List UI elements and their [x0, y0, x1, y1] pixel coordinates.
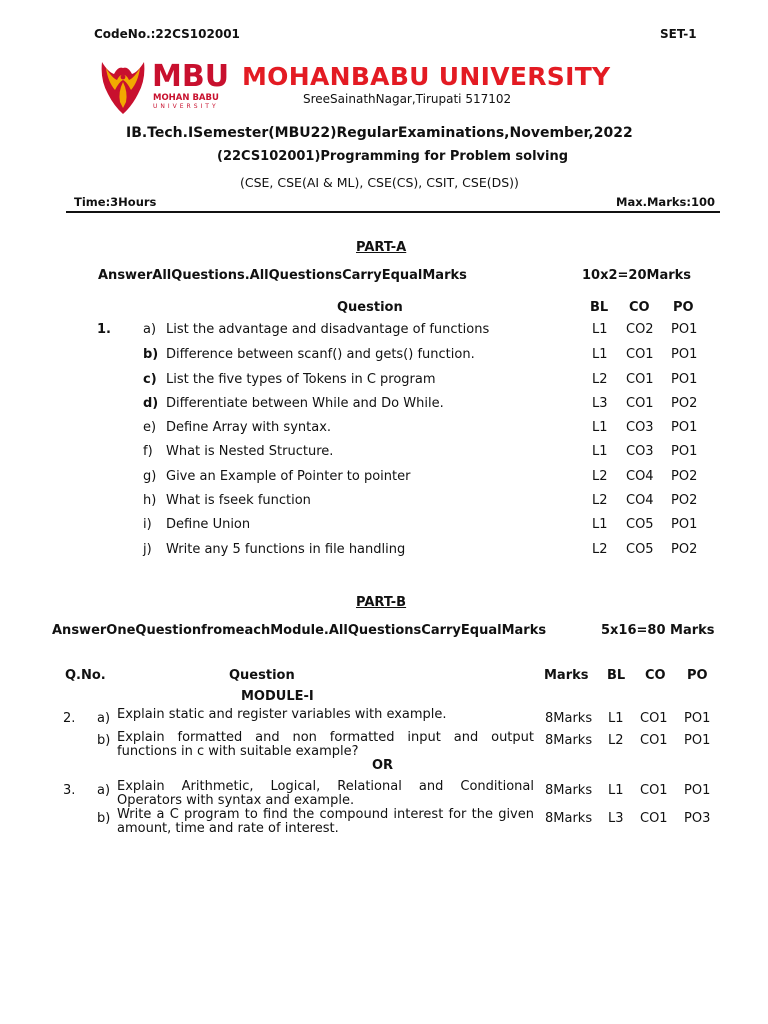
question-text: Write any 5 functions in file handling	[166, 542, 406, 557]
part-a-question-row	[0, 322, 768, 342]
course-outcome: CO1	[640, 783, 668, 798]
part-a-title: PART-A	[356, 240, 407, 255]
question-text: Write a C program to find the compound interest for the given amount, time and rate of interest.	[117, 807, 534, 836]
bloom-level: L3	[592, 396, 608, 411]
part-a-question-row	[0, 469, 768, 489]
program-outcome: PO1	[671, 322, 698, 337]
part-a-question-row	[0, 420, 768, 440]
question-label: a)	[97, 783, 111, 798]
bloom-level: L1	[592, 322, 608, 337]
part-b-title: PART-B	[356, 595, 407, 610]
part-b-header-qno: Q.No.	[65, 668, 106, 683]
part-a-header-question: Question	[337, 300, 403, 315]
part-a-instruction: AnswerAllQuestions.AllQuestionsCarryEqualMarks	[98, 268, 467, 283]
header-divider	[66, 211, 720, 213]
bloom-level: L2	[608, 733, 624, 748]
question-number: 3.	[63, 783, 76, 798]
question-text: List the five types of Tokens in C program	[166, 372, 436, 387]
question-text: What is Nested Structure.	[166, 444, 334, 459]
question-marks: 8Marks	[545, 733, 593, 748]
part-a-question-row	[0, 517, 768, 537]
bloom-level: L3	[608, 811, 624, 826]
question-text: Differentiate between While and Do While.	[166, 396, 444, 411]
question-label: c)	[143, 372, 157, 387]
part-a-question-row	[0, 372, 768, 392]
question-label: h)	[143, 493, 157, 508]
code-number: CodeNo.:22CS102001	[94, 27, 240, 41]
course-outcome: CO1	[626, 396, 654, 411]
course-outcome: CO4	[626, 469, 654, 484]
question-label: e)	[143, 420, 157, 435]
question-text: Difference between scanf() and gets() function.	[166, 347, 475, 362]
part-b-header-co: CO	[645, 668, 666, 683]
question-label: f)	[143, 444, 153, 459]
question-label: g)	[143, 469, 157, 484]
program-outcome: PO2	[671, 493, 698, 508]
part-a-question-number: 1.	[97, 322, 111, 337]
university-address: SreeSainathNagar,Tirupati 517102	[303, 92, 512, 106]
course-outcome: CO1	[626, 372, 654, 387]
module-heading: MODULE-I	[241, 689, 314, 704]
university-name: MOHANBABU UNIVERSITY	[242, 62, 611, 91]
bloom-level: L1	[592, 517, 608, 532]
part-b-marks: 5x16=80 Marks	[601, 623, 715, 638]
question-text: Define Union	[166, 517, 251, 532]
part-b-header-marks: Marks	[544, 668, 589, 683]
course-outcome: CO4	[626, 493, 654, 508]
question-text: Explain Arithmetic, Logical, Relational and Conditional Operators with syntax and example.	[117, 779, 534, 808]
course-outcome: CO3	[626, 420, 654, 435]
question-marks: 8Marks	[545, 783, 593, 798]
phoenix-emblem-icon	[98, 58, 148, 116]
logo-text-line2: UNIVERSITY	[153, 103, 219, 110]
question-marks: 8Marks	[545, 811, 593, 826]
program-outcome: PO1	[671, 420, 698, 435]
question-marks: 8Marks	[545, 711, 593, 726]
university-logo	[98, 58, 230, 116]
part-a-question-row	[0, 542, 768, 562]
question-text: Explain formatted and non formatted input and output functions in c with suitable example?	[117, 730, 534, 759]
question-label: j)	[143, 542, 152, 557]
part-a-question-row	[0, 444, 768, 464]
program-outcome: PO1	[671, 372, 698, 387]
part-a-marks: 10x2=20Marks	[582, 268, 692, 283]
program-outcome: PO3	[684, 811, 711, 826]
question-text: What is fseek function	[166, 493, 311, 508]
course-outcome: CO1	[640, 711, 668, 726]
part-a-question-row	[0, 347, 768, 367]
bloom-level: L2	[592, 469, 608, 484]
program-outcome: PO2	[671, 396, 698, 411]
program-outcome: PO1	[671, 347, 698, 362]
program-outcome: PO1	[671, 517, 698, 532]
logo-abbreviation: MBU	[152, 59, 230, 94]
course-outcome: CO1	[640, 733, 668, 748]
program-outcome: PO2	[671, 542, 698, 557]
part-b-header-question: Question	[229, 668, 295, 683]
question-text: Give an Example of Pointer to pointer	[166, 469, 411, 484]
course-outcome: CO5	[626, 517, 654, 532]
course-outcome: CO3	[626, 444, 654, 459]
bloom-level: L1	[592, 444, 608, 459]
course-outcome: CO2	[626, 322, 654, 337]
course-outcome: CO1	[640, 811, 668, 826]
bloom-level: L1	[592, 347, 608, 362]
question-text: Explain static and register variables with example.	[117, 707, 447, 722]
bloom-level: L1	[592, 420, 608, 435]
logo-text-line1: MOHAN BABU	[153, 93, 219, 103]
program-outcome: PO1	[684, 733, 711, 748]
question-label: a)	[143, 322, 157, 337]
part-a-header-po: PO	[673, 300, 694, 315]
program-outcome: PO1	[684, 711, 711, 726]
question-text: List the advantage and disadvantage of functions	[166, 322, 490, 337]
course-outcome: CO1	[626, 347, 654, 362]
part-a-question-row	[0, 396, 768, 416]
bloom-level: L2	[592, 493, 608, 508]
question-label: a)	[97, 711, 111, 726]
question-text: Define Array with syntax.	[166, 420, 332, 435]
or-separator: OR	[372, 758, 394, 773]
question-label: b)	[97, 733, 111, 748]
part-b-instruction: AnswerOneQuestionfromeachModule.AllQuestionsCarryEqualMarks	[52, 623, 547, 638]
question-number: 2.	[63, 711, 76, 726]
part-a-question-row	[0, 493, 768, 513]
course-outcome: CO5	[626, 542, 654, 557]
question-label: d)	[143, 396, 159, 411]
bloom-level: L2	[592, 542, 608, 557]
part-b-header-po: PO	[687, 668, 708, 683]
max-marks: Max.Marks:100	[616, 195, 715, 209]
set-number: SET-1	[660, 27, 697, 41]
question-label: i)	[143, 517, 152, 532]
bloom-level: L1	[608, 783, 624, 798]
part-a-header-bl: BL	[590, 300, 609, 315]
question-label: b)	[143, 347, 159, 362]
branches: (CSE, CSE(AI & ML), CSE(CS), CSIT, CSE(DS))	[240, 175, 519, 190]
program-outcome: PO1	[671, 444, 698, 459]
exam-title: IB.Tech.ISemester(MBU22)RegularExaminations,November,2022	[126, 125, 633, 141]
part-a-header-co: CO	[629, 300, 650, 315]
bloom-level: L1	[608, 711, 624, 726]
question-label: b)	[97, 811, 111, 826]
program-outcome: PO2	[671, 469, 698, 484]
course-title: (22CS102001)Programming for Problem solving	[217, 149, 569, 164]
part-b-header-bl: BL	[607, 668, 626, 683]
exam-duration: Time:3Hours	[74, 195, 157, 209]
bloom-level: L2	[592, 372, 608, 387]
program-outcome: PO1	[684, 783, 711, 798]
